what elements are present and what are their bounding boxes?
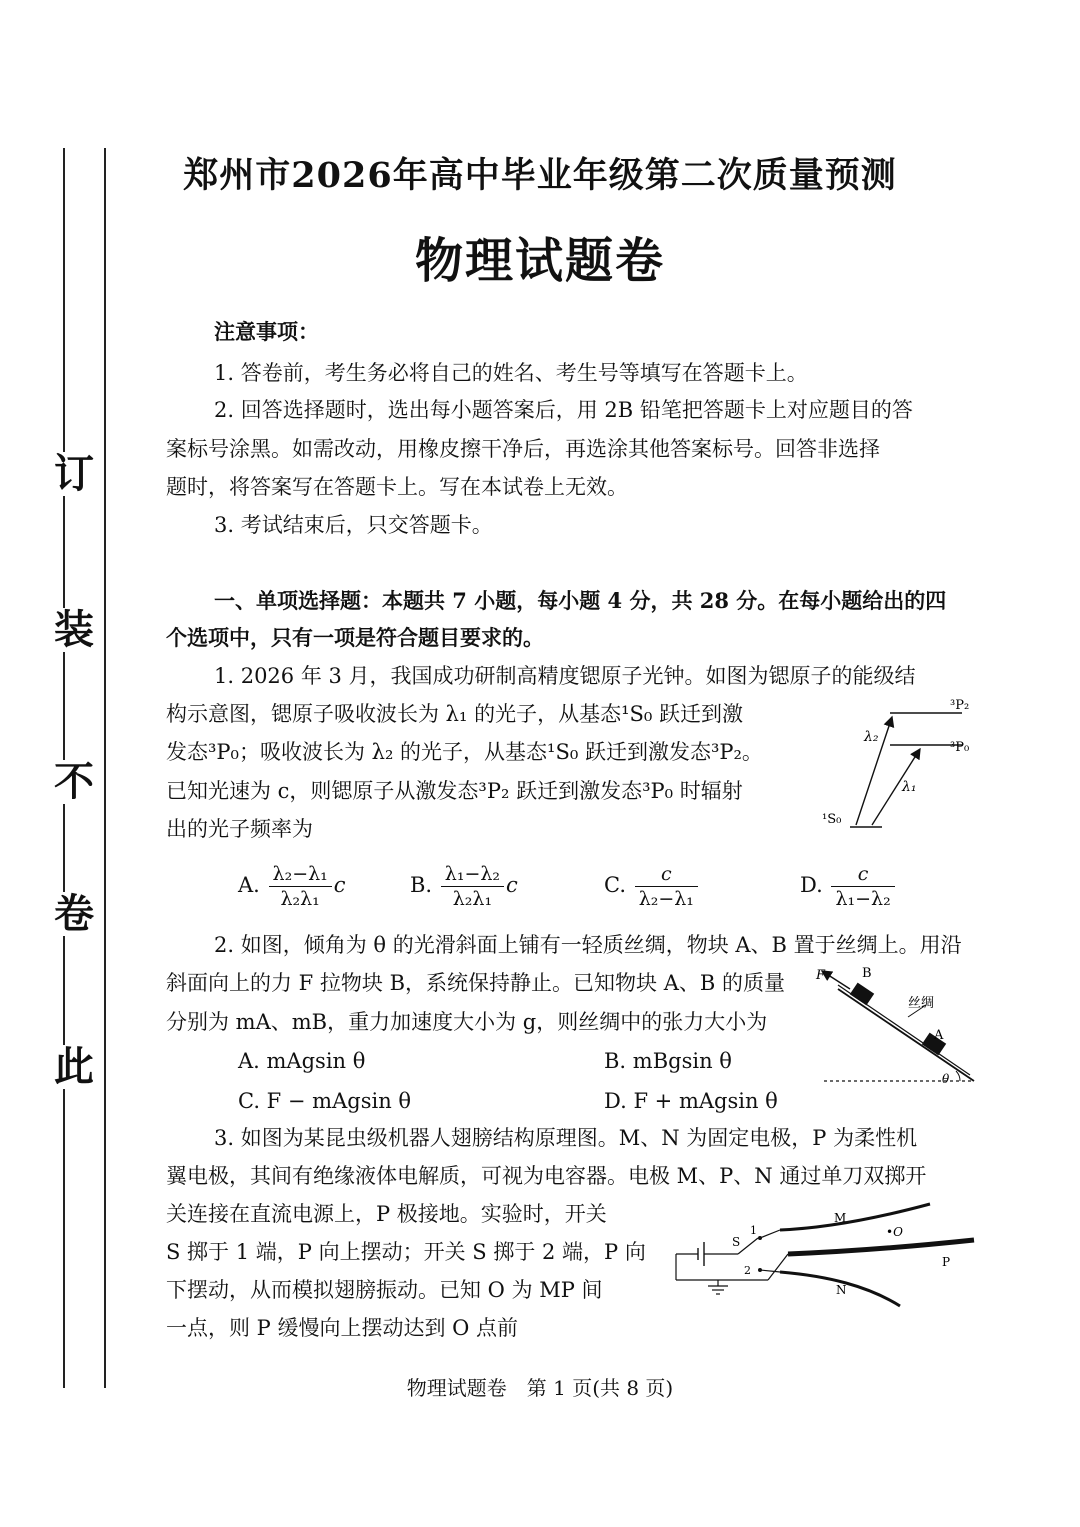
notice-heading: 注意事项：: [214, 319, 319, 344]
fraction-denominator: λ₂λ₁: [452, 888, 493, 910]
fraction-denominator: λ₂−λ₁: [638, 888, 694, 910]
fraction-numerator: c: [635, 862, 698, 887]
binding-char: 订: [54, 450, 94, 497]
question-1-text: 出的光子频率为: [166, 817, 313, 841]
electrode-m-label: M: [834, 1211, 847, 1225]
option-fraction: [635, 862, 698, 911]
terminal-1-label: 1: [750, 1224, 757, 1237]
notice-line: 题时，将答案写在答题卡上。写在本试卷上无效。: [166, 475, 628, 499]
wing-circuit-diagram: [668, 1200, 978, 1310]
level-label-3p2: ³P₂: [950, 698, 970, 713]
wavelength-label-2: λ₂: [864, 729, 879, 745]
fraction-numerator: λ₁−λ₂: [441, 862, 504, 887]
option-tail: c: [506, 873, 518, 897]
question-3-text: S 掷于 1 端，P 向上摆动；开关 S 掷于 2 端，P 向: [166, 1240, 646, 1264]
block-b-label: B: [862, 966, 872, 981]
q2-option-c[interactable]: C. F − mAgsin θ: [238, 1089, 412, 1113]
question-2-text: 分别为 mA、mB，重力加速度大小为 g，则丝绸中的张力大小为: [166, 1010, 768, 1034]
fraction-denominator: λ₁−λ₂: [835, 888, 891, 910]
option-label: A.: [238, 873, 260, 897]
q2-option-b[interactable]: B. mBgsin θ: [604, 1049, 732, 1073]
exam-title: 郑州市2026年高中毕业年级第二次质量预测: [183, 155, 897, 196]
question-2-text: 斜面向上的力 F 拉物块 B，系统保持静止。已知物块 A、B 的质量: [166, 971, 785, 995]
question-1-text: 已知光速为 c，则锶原子从激发态³P₂ 跃迁到激发态³P₀ 时辐射: [166, 779, 743, 803]
option-fraction: [441, 862, 504, 911]
silk-label: 丝绸: [908, 996, 935, 1011]
binding-char: 装: [54, 606, 94, 653]
section-heading: 个选项中，只有一项是符合题目要求的。: [166, 625, 544, 650]
question-3-text: 3. 如图为某昆虫级机器人翅膀结构原理图。M、N 为固定电极，P 为柔性机: [214, 1126, 918, 1150]
switch-label: S: [732, 1235, 741, 1249]
question-3-text: 关连接在直流电源上，P 极接地。实验时，开关: [166, 1202, 607, 1226]
section-heading: 一、单项选择题：本题共 7 小题，每小题 4 分，共 28 分。在每小题给出的四: [214, 588, 947, 613]
q2-option-d[interactable]: D. F + mAgsin θ: [604, 1089, 778, 1113]
page-footer: 物理试题卷 第 1 页(共 8 页): [406, 1376, 674, 1400]
option-fraction: [831, 862, 894, 911]
level-label-1s0: ¹S₀: [822, 812, 842, 827]
angle-label: θ: [942, 1072, 950, 1086]
point-o-label: •O: [886, 1225, 903, 1239]
binding-line-right: [104, 148, 106, 1388]
level-label-3p0: ³P₀: [950, 740, 970, 755]
exam-subtitle: 物理试题卷: [414, 233, 665, 289]
option-fraction: [269, 862, 332, 911]
wavelength-label-1: λ₁: [902, 779, 917, 795]
binding-char: 不: [54, 758, 94, 805]
notice-line: 2. 回答选择题时，选出每小题答案后，用 2B 铅笔把答题卡上对应题目的答: [214, 398, 913, 422]
q1-option-d[interactable]: [800, 862, 897, 911]
question-3-text: 一点，则 P 缓慢向上摆动达到 O 点前: [166, 1316, 519, 1340]
option-tail: c: [333, 873, 346, 897]
binding-char: 卷: [54, 890, 94, 937]
fraction-numerator: c: [831, 862, 894, 887]
notice-line: 案标号涂黑。如需改动，用橡皮擦干净后，再选涂其他答案标号。回答非选择: [166, 437, 880, 461]
q1-option-a[interactable]: [238, 862, 346, 911]
option-label: C.: [604, 873, 626, 897]
fraction-numerator: λ₂−λ₁: [269, 862, 332, 887]
notice-line: 3. 考试结束后，只交答题卡。: [214, 513, 493, 537]
question-2-text: 2. 如图，倾角为 θ 的光滑斜面上铺有一轻质丝绸，物块 A、B 置于丝绸上。用沿: [214, 933, 962, 957]
terminal-2-label: 2: [744, 1264, 751, 1277]
option-label: B.: [410, 873, 433, 897]
question-3-text: 下摆动，从而模拟翅膀振动。已知 O 为 MP 间: [166, 1278, 603, 1302]
q1-option-b[interactable]: [410, 862, 518, 911]
question-1-text: 1. 2026 年 3 月，我国成功研制高精度锶原子光钟。如图为锶原子的能级结: [214, 664, 916, 688]
q1-option-c[interactable]: [604, 862, 700, 911]
block-a-label: A: [934, 1028, 944, 1043]
question-3-text: 翼电极，其间有绝缘液体电解质，可视为电容器。电极 M、P、N 通过单刀双掷开: [166, 1164, 927, 1188]
electrode-n-label: N: [836, 1283, 847, 1297]
fraction-denominator: λ₂λ₁: [280, 888, 320, 910]
electrode-p-label: P: [942, 1255, 951, 1269]
force-label: F: [816, 968, 826, 983]
incline-diagram: [810, 965, 980, 1090]
q2-option-a[interactable]: A. mAgsin θ: [238, 1049, 366, 1073]
option-label: D.: [800, 873, 823, 897]
energy-level-diagram: [810, 695, 990, 840]
binding-char: 此: [54, 1043, 94, 1090]
question-1-text: 构示意图，锶原子吸收波长为 λ₁ 的光子，从基态¹S₀ 跃迁到激: [166, 702, 743, 726]
notice-line: 1. 答卷前，考生务必将自己的姓名、考生号等填写在答题卡上。: [214, 361, 808, 385]
question-1-text: 发态³P₀；吸收波长为 λ₂ 的光子，从基态¹S₀ 跃迁到激发态³P₂。: [166, 740, 763, 764]
